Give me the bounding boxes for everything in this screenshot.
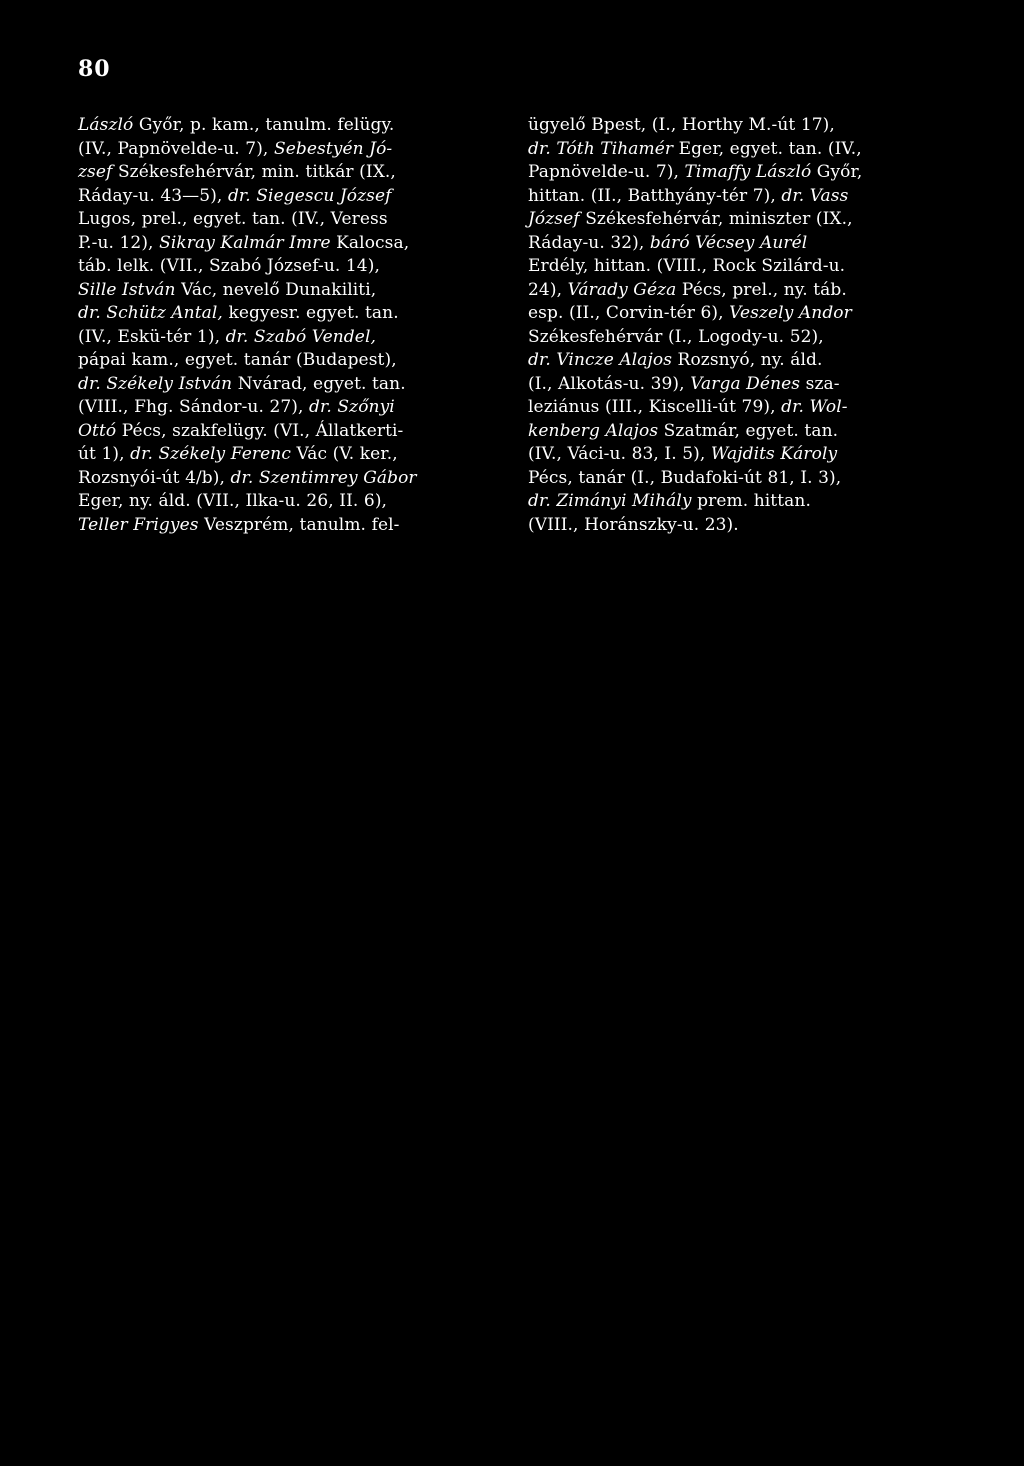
text-segment: Pécs, prel., ny. táb.	[676, 279, 847, 300]
text-segment: Rozsnyó, ny. áld.	[672, 350, 823, 370]
text-segment: prem. hittan.	[691, 491, 811, 511]
text-segment: (IV., Eskü-tér 1),	[78, 326, 226, 347]
text-line	[528, 161, 958, 185]
text-segment: Rozsnyói-út 4/b),	[78, 467, 231, 488]
text-line	[78, 396, 498, 420]
text-segment: (I., Alkotás-u. 39),	[528, 373, 691, 394]
text-line	[528, 443, 958, 467]
text-column-left	[78, 114, 498, 537]
text-line	[528, 279, 958, 303]
italic-name-text: zsef	[78, 162, 113, 182]
text-segment: leziánus (III., Kiscelli-út 79),	[528, 397, 782, 417]
text-segment: Székesfehérvár, min. titkár (IX.,	[112, 162, 396, 182]
italic-name-text: Veszely Andor	[729, 303, 852, 323]
italic-name-text: dr. Siegescu József	[227, 185, 392, 206]
italic-name-text: dr. Szőnyi	[309, 397, 395, 417]
text-column-right	[528, 114, 958, 537]
italic-name-text: dr. Vincze Alajos	[528, 350, 673, 370]
text-line	[78, 161, 498, 185]
text-segment: Pécs, tanár (I., Budafoki-út 81, I. 3),	[528, 467, 842, 488]
italic-name-text: Ottó	[78, 420, 117, 441]
text-segment: Erdély, hittan. (VIII., Rock Szilárd-u.	[528, 256, 846, 276]
text-segment: Eger, ny. áld. (VII., Ilka-u. 26, II. 6),	[78, 491, 388, 511]
text-segment: Győr,	[811, 162, 863, 182]
text-line	[78, 443, 498, 467]
italic-name-text: Varga Dénes	[690, 373, 801, 394]
italic-name-text: dr. Wol-	[781, 397, 848, 417]
italic-name-text: dr. Székely Ferenc	[130, 444, 291, 464]
text-segment: Ráday-u. 43—5),	[78, 185, 228, 206]
text-segment: táb. lelk. (VII., Szabó József-u. 14),	[78, 256, 380, 276]
italic-name-text: Sille István	[78, 279, 176, 300]
italic-name-text: dr. Szentimrey Gábor	[230, 467, 417, 488]
text-line	[528, 208, 958, 232]
text-line	[78, 349, 498, 373]
text-segment: Székesfehérvár (I., Logody-u. 52),	[528, 326, 824, 347]
text-line	[528, 185, 958, 209]
italic-name-text: kenberg Alajos	[528, 420, 659, 441]
text-segment: (VIII., Horánszky-u. 23).	[528, 514, 739, 535]
italic-name-text: Wajdits Károly	[710, 444, 838, 464]
text-segment: ügyelő Bpest, (I., Horthy M.-út 17),	[528, 115, 835, 135]
italic-name-text: dr. Székely István	[78, 373, 233, 394]
text-line	[78, 467, 498, 491]
text-line	[528, 490, 958, 514]
italic-name-text: dr. Vass	[781, 185, 849, 206]
text-line	[528, 467, 958, 491]
italic-name-text: dr. Tóth Tihamér	[528, 138, 674, 159]
italic-name-text: dr. Schütz Antal,	[78, 303, 223, 323]
text-segment: (VIII., Fhg. Sándor-u. 27),	[78, 397, 310, 417]
text-segment: hittan. (II., Batthyány-tér 7),	[528, 185, 782, 206]
text-line	[78, 279, 498, 303]
text-line	[78, 302, 498, 326]
text-segment: 24),	[528, 279, 568, 300]
text-segment: Székesfehérvár, miniszter (IX.,	[579, 209, 853, 229]
text-segment: Eger, egyet. tan. (IV.,	[673, 138, 862, 159]
italic-name-text: Sebestyén Jó-	[273, 138, 393, 159]
text-segment: Szatmár, egyet. tan.	[658, 420, 839, 441]
text-segment: Nvárad, egyet. tan.	[232, 373, 406, 394]
text-segment: kegyesr. egyet. tan.	[222, 303, 399, 323]
italic-name-text: Teller Frigyes	[78, 514, 199, 535]
text-line	[78, 232, 498, 256]
text-line	[528, 232, 958, 256]
text-line	[528, 373, 958, 397]
text-line	[78, 514, 498, 538]
italic-name-text: László	[78, 115, 134, 135]
text-segment: Papnövelde-u. 7),	[528, 162, 685, 182]
text-line	[78, 185, 498, 209]
italic-name-text: Sikray Kalmár Imre	[159, 232, 331, 253]
text-line	[528, 255, 958, 279]
italic-name-text: Timaffy László	[684, 162, 812, 182]
text-line	[528, 138, 958, 162]
text-line	[528, 326, 958, 350]
text-segment: esp. (II., Corvin-tér 6),	[528, 303, 730, 323]
text-line	[78, 373, 498, 397]
text-segment: Vác (V. ker.,	[290, 444, 398, 464]
text-line	[78, 420, 498, 444]
page-number: 80	[78, 56, 111, 82]
text-segment: Pécs, szakfelügy. (VI., Állatkerti-	[116, 420, 404, 441]
text-line	[528, 349, 958, 373]
italic-name-text: báró Vécsey Aurél	[649, 232, 808, 253]
text-line	[78, 255, 498, 279]
text-segment: Ráday-u. 32),	[528, 232, 650, 253]
text-line	[528, 114, 958, 138]
text-line	[78, 208, 498, 232]
text-line	[528, 396, 958, 420]
italic-name-text: Várady Géza	[567, 279, 677, 300]
italic-name-text: dr. Szabó Vendel,	[225, 326, 376, 347]
text-line	[78, 114, 498, 138]
text-segment: út 1),	[78, 444, 131, 464]
text-segment: Veszprém, tanulm. fel-	[198, 514, 400, 535]
text-line	[78, 138, 498, 162]
text-segment: Vác, nevelő Dunakiliti,	[175, 279, 377, 300]
italic-name-text: dr. Zimányi Mihály	[528, 491, 692, 511]
text-line	[528, 420, 958, 444]
text-line	[528, 302, 958, 326]
text-segment: Győr, p. kam., tanulm. felügy.	[133, 115, 395, 135]
text-segment: Lugos, prel., egyet. tan. (IV., Veress	[78, 209, 388, 229]
text-segment: pápai kam., egyet. tanár (Budapest),	[78, 350, 397, 370]
text-segment: P.-u. 12),	[78, 232, 160, 253]
text-segment: (IV., Váci-u. 83, I. 5),	[528, 444, 711, 464]
text-segment: Kalocsa,	[330, 232, 410, 253]
text-line	[78, 326, 498, 350]
text-line	[78, 490, 498, 514]
text-segment: (IV., Papnövelde-u. 7),	[78, 138, 274, 159]
text-segment: sza-	[800, 373, 840, 394]
text-line	[528, 514, 958, 538]
italic-name-text: József	[528, 209, 580, 229]
